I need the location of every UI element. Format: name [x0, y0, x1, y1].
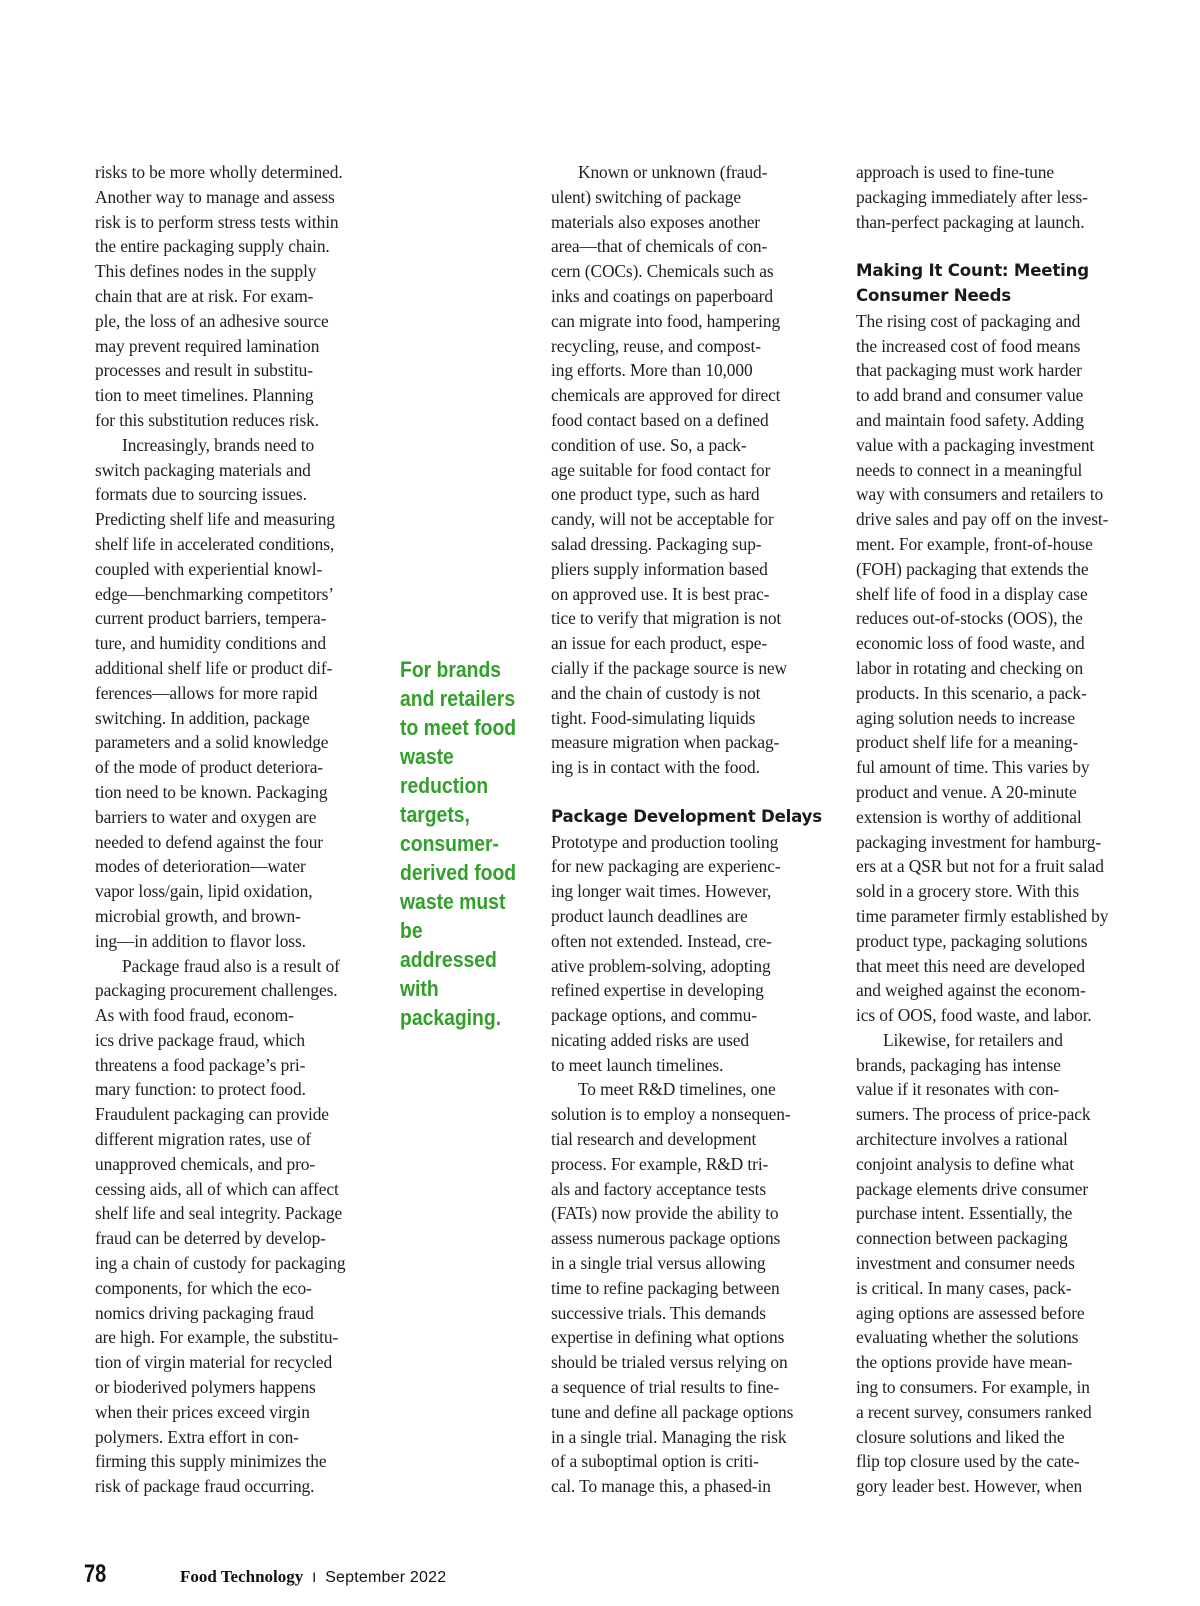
body-paragraph: The rising cost of packaging and the increased cost of food means that packaging must work harder to add brand and consumer value and maintain food safety. Adding value with a packaging investment needs to connect in a meaningful way with consumers and retailers to drive sales and pay off on the invest- ment. For example, front-of-house (FOH) packaging that extends the shelf life of food in a display case reduces out-of-stocks (OOS), the economic loss of food waste, and labor in rotating and checking on products. In this scenario, a pack- aging solution needs to increase product shelf life for a meaning- ful amount of time. This varies by product and venue. A 20-minute extension is worthy of additional packaging investment for hamburg- ers at a QSR but not for a fruit salad sold in a grocery store. With this time parameter firmly established by product type, packaging solutions that meet this need are developed and weighed against the econom- ics of OOS, food waste, and labor.	[856, 310, 1109, 1026]
section-subhead: Package Development Delays	[551, 806, 822, 826]
article-column-right	[856, 160, 1146, 1499]
body-paragraph: Likewise, for retailers and brands, packaging has intense value if it resonates with con- sumers. The process of price-pack architecture involves a rational conjoint analysis to define what package elements drive consumer purchase intent. Essentially, the connection between packaging investment and consumer needs is critical. In many cases, pack- aging options are assessed before evaluating whether the solutions the options provide have mean- ing to consumers. For example, in a recent survey, consumers ranked closure solutions and liked the flip top closure used by the cate- gory leader best. However, when	[856, 1029, 1092, 1497]
section-subhead: Making It Count: Meeting Consumer Needs	[856, 261, 1089, 305]
article-column-left	[95, 160, 380, 1499]
body-paragraph: To meet R&D timelines, one solution is to employ a nonsequen- tial research and development process. For example, R&D tri- als and factory acceptance tests (FATs) now provide the ability to assess numerous package options in a single trial versus allowing time to refine packaging between successive trials. This demands expertise in defining what options should be trialed versus relying on a sequence of trial results to fine- tune and define all package options in a single trial. Managing the risk of a suboptimal option is criti- cal. To manage this, a phased-in	[551, 1079, 794, 1497]
body-paragraph: Prototype and production tooling for new packaging are experienc- ing longer wait times. However, product launch deadlines are often not extended. Instead, cre- ative problem-solving, adopting refined expertise in developing package options, and commu- nicating added risks are used to meet launch timelines.	[551, 831, 781, 1075]
pull-quote: For brands and retailers to meet food waste reduction targets, consumer- derived food waste must be addressed with packaging.	[400, 657, 517, 1030]
body-paragraph: Increasingly, brands need to switch packaging materials and formats due to sourcing issues. Predicting shelf life and measuring shelf life in accelerated conditions, coupled with experiential knowl- edge—benchmarking competitors’ current product barriers, tempera- ture, and humidity conditions and additional shelf life or product dif- ferences—allows for more rapid switching. In addition, package parameters and a solid knowledge of the mode of product deteriora- tion need to be known. Packaging barriers to water and oxygen are needed to defend against the four modes of deterioration—water vapor loss/gain, lipid oxidation, microbial growth, and brown- ing—in addition to flavor loss.	[95, 434, 335, 951]
footer-divider: I	[312, 1569, 317, 1585]
body-paragraph: Known or unknown (fraud- ulent) switching of package materials also exposes another area—that of chemicals of con- cern (COCs). Chemicals such as inks and coatings on paperboard can migrate into food, hampering recycling, reuse, and compost- ing efforts. More than 10,000 chemicals are approved for direct food contact based on a defined condition of use. So, a pack- age suitable for food contact for one product type, such as hard candy, will not be acceptable for salad dressing. Packaging sup- pliers supply information based on approved use. It is best prac- tice to verify that migration is not an issue for each product, espe- cially if the package source is new and the chain of custody is not tight. Food-simulating liquids measure migration when packag- ing is in contact with the food.	[551, 162, 788, 778]
body-paragraph: risks to be more wholly determined. Another way to manage and assess risk is to perform stress tests within the entire packaging supply chain. This defines nodes in the supply chain that are at risk. For exam- ple, the loss of an adhesive source may prevent required lamination processes and result in substitu- tion to meet timelines. Planning for this substitution reduces risk.	[95, 162, 343, 430]
page-number: 78	[84, 1560, 107, 1588]
page-footer	[84, 1560, 446, 1590]
issue-date: September 2022	[325, 1569, 447, 1586]
publication-name: Food Technology	[180, 1567, 304, 1586]
body-paragraph: Package fraud also is a result of packaging procurement challenges. As with food fraud, econom- ics drive package fraud, which threatens a food package’s pri- mary function: to protect food. Fraudulent packaging can provide different migration rates, use of unapproved chemicals, and pro- cessing aids, all of which can affect shelf life and seal integrity. Package fraud can be deterred by develop- ing a chain of custody for packaging components, for which the eco- nomics driving packaging fraud are high. For example, the substitu- tion of virgin material for recycled or bioderived polymers happens when their prices exceed virgin polymers. Extra effort in con- firming this supply minimizes the risk of package fraud occurring.	[95, 955, 346, 1497]
body-paragraph: approach is used to fine-tune packaging immediately after less- than-perfect packaging at launch.	[856, 162, 1088, 232]
article-column-middle	[551, 160, 836, 1499]
